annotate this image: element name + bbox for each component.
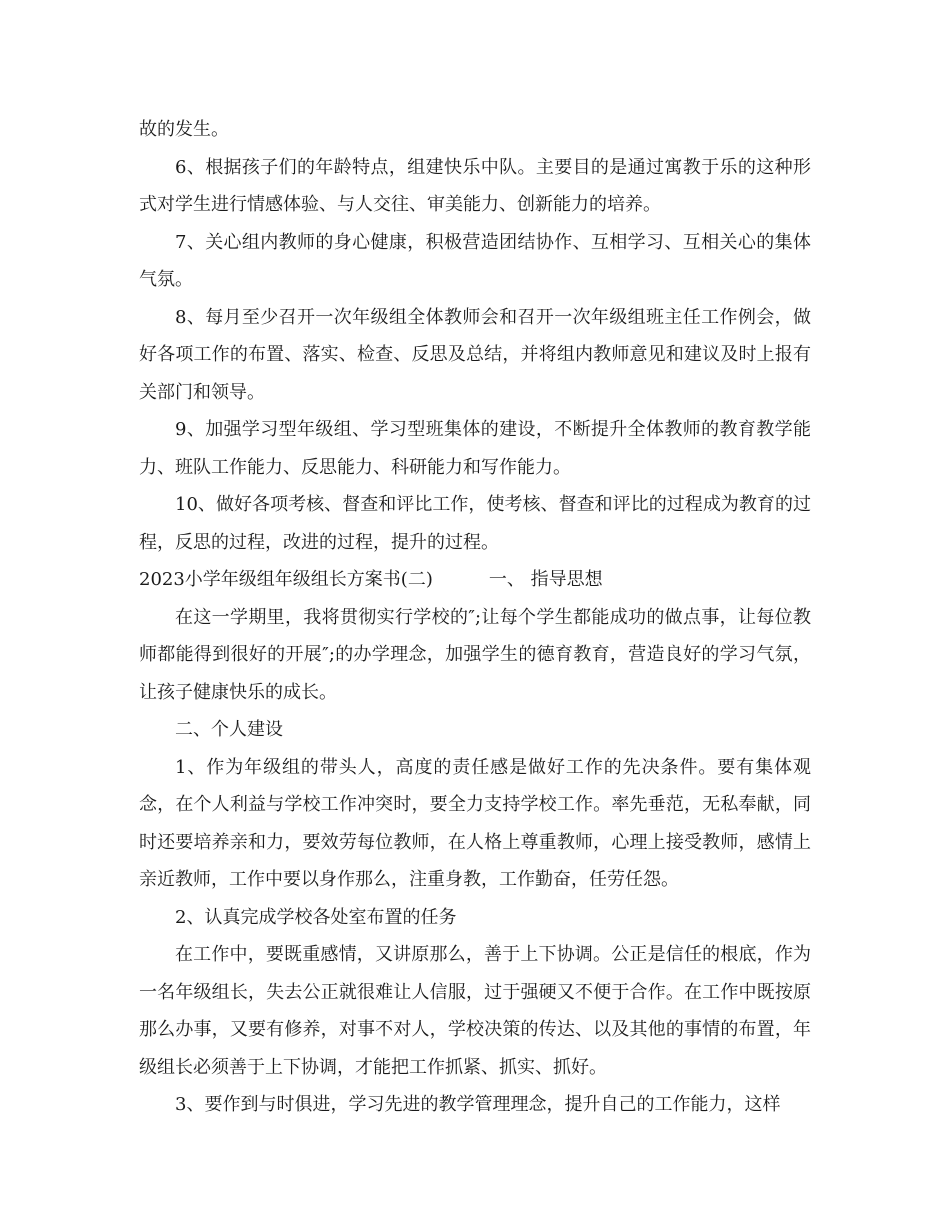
paragraph: 在这一学期里，我将贯彻实行学校的″;让每个学生都能成功的做点事，让每位教师都能得到很好的开展″;的办学理念，加强学生的德育教育，营造良好的学习气氛，让孩子健康快乐的成长。 (139, 606, 811, 703)
paragraph: 8、每月至少召开一次年级组全体教师会和召开一次年级组班主任工作例会，做好各项工作的布置、落实、检查、反思及总结，并将组内教师意见和建议及时上报有关部门和领导。 (139, 306, 811, 403)
paragraph: 10、做好各项考核、督查和评比工作，使考核、督查和评比的过程成为教育的过程，反思的过程，改进的过程，提升的过程。 (139, 494, 811, 553)
paragraph: 6、根据孩子们的年龄特点，组建快乐中队。主要目的是通过寓教于乐的这种形式对学生进行情感体验、与人交往、审美能力、创新能力的培养。 (139, 156, 811, 215)
paragraph: 1、作为年级组的带头人，高度的责任感是做好工作的先决条件。要有集体观念，在个人利益与学校工作冲突时，要全力支持学校工作。率先垂范，无私奉献，同时还要培养亲和力，要效劳每位教师，在人格上尊重教师，心理上接受教师，感情上亲近教师，工作中要以身作那么，注重身教，工作勤奋，任劳任怨。 (139, 756, 811, 890)
document-body (139, 111, 811, 1124)
paragraph: 在工作中，要既重感情，又讲原那么，善于上下协调。公正是信任的根底，作为一名年级组长，失去公正就很难让人信服，过于强硬又不便于合作。在工作中既按原那么办事，又要有修养，对事不对人，学校决策的传达、以及其他的事情的布置，年级组长必须善于上下协调，才能把工作抓紧、抓实、抓好。 (139, 944, 811, 1078)
subheading: 二、个人建设 (175, 719, 283, 740)
section-title-line (139, 561, 811, 599)
subheading: 2、认真完成学校各处室布置的任务 (175, 906, 457, 928)
paragraph: 7、关心组内教师的身心健康，积极营造团结协作、互相学习、互相关心的集体气氛。 (139, 231, 811, 290)
paragraph: 3、要作到与时俱进，学习先进的教学管理理念，提升自己的工作能力，这样 (175, 1094, 781, 1115)
paragraph: 9、加强学习型年级组、学习型班集体的建设，不断提升全体教师的教育教学能力、班队工作能力、反思能力、科研能力和写作能力。 (139, 419, 811, 478)
section-heading: 一、 指导思想 (488, 569, 603, 590)
section-title: 2023小学年级组年级组长方案书(二) (139, 569, 433, 590)
paragraph: 故的发生。 (139, 119, 229, 140)
